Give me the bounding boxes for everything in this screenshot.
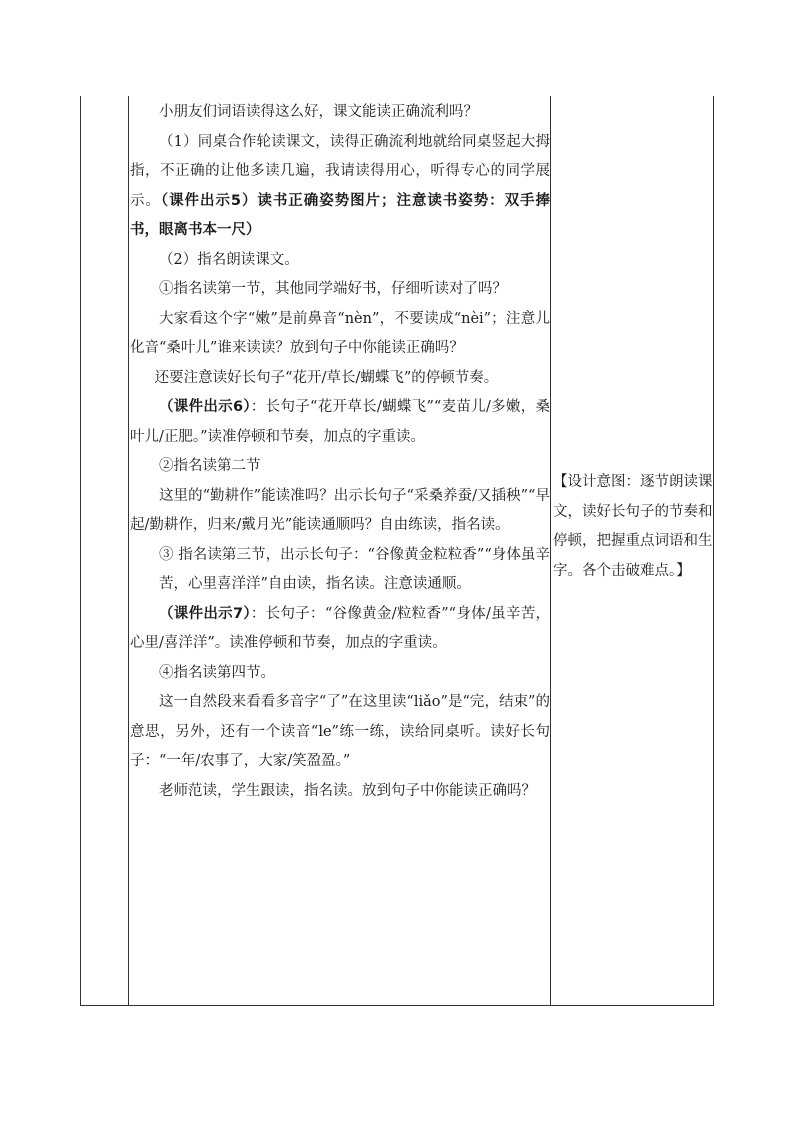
table-border-bottom — [80, 1005, 714, 1006]
paragraph-polyphone: 这一自然段来看看多音字“了”在这里读“liǎo”是“完，结束”的意思，另外，还有一个读音“le”练一练，读给同桌听。读好长句子：“一年/农事了，大家/笑盈盈。” — [130, 694, 550, 769]
paragraph-partner-reading: （1）同桌合作轮读课文，读得正确流利地就给同桌竖起大拇指，不正确的让他多读几遍，我请读得用心，听得专心的同学展示。（课件出示5）读书正确姿势图片；注意读书姿势：双手捧书，眼离书本一尺） — [130, 133, 550, 238]
table-border-left — [80, 96, 81, 1006]
design-intent-column — [553, 468, 715, 586]
paragraph-section-1: ①指名读第一节，其他同学端好书，仔细听读对了吗？ — [159, 281, 507, 297]
table-border-col2 — [550, 96, 551, 1006]
paragraph-section-2-detail: 这里的“勤耕作”能读准吗？出示长句子“采桑养蚕/又插秧”“早起/勤耕作，归来/戴月光”能读通顺吗？自由练读，指名读。 — [130, 487, 550, 533]
paragraph-long-sentence: 还要注意读好长句子“花开/草长/蝴蝶飞”的停顿节奏。 — [154, 369, 499, 386]
paragraph-section-2: ②指名读第二节 — [159, 458, 261, 474]
courseware-note-6: （课件出示6） — [159, 399, 251, 415]
design-intent-note: 【设计意图：逐节朗读课文，读好长句子的节奏和停顿，把握重点词语和生字。各个击破难点。】 — [553, 474, 713, 579]
table-border-col1 — [128, 96, 129, 1006]
paragraph-pronunciation: 大家看这个字“嫩”是前鼻音“nèn”，不要读成“nèi”；注意儿化音“桑叶儿”谁来读读？放到句子中你能读正确吗？ — [130, 310, 550, 356]
paragraph-intro: 小朋友们词语读得这么好，课文能读正确流利吗？ — [159, 104, 478, 120]
courseware-note-7: （课件出示7） — [159, 605, 251, 622]
paragraph-section-3: ③ 指名读第三节，出示长句子：“谷像黄金粒粒香”“身体虽辛苦，心里喜洋洋”自由读，指名读。注意读通顺。 — [159, 546, 550, 592]
paragraph-section-4: ④指名读第四节。 — [159, 664, 275, 681]
paragraph-courseware-7: （课件出示7）：长句子：“谷像黄金/粒粒香”“身体/虽辛苦，心里/喜洋洋”。读准停顿和节奏，加点的字重读。 — [130, 605, 550, 651]
paragraph-teacher-model: 老师范读，学生跟读，指名读。放到句子中你能读正确吗？ — [159, 782, 536, 799]
paragraph-courseware-6: （课件出示6）：长句子“花开草长/蝴蝶飞”“麦苗儿/多嫩，桑叶儿/正肥。”读准停顿和节奏，加点的字重读。 — [130, 399, 550, 445]
paragraph-named-reading: （2）指名朗读课文。 — [159, 251, 299, 268]
teaching-process-column — [130, 98, 550, 806]
courseware-note-5: （课件出示5）读书正确姿势图片；注意读书姿势：双手捧书，眼离书本一尺） — [130, 192, 550, 238]
